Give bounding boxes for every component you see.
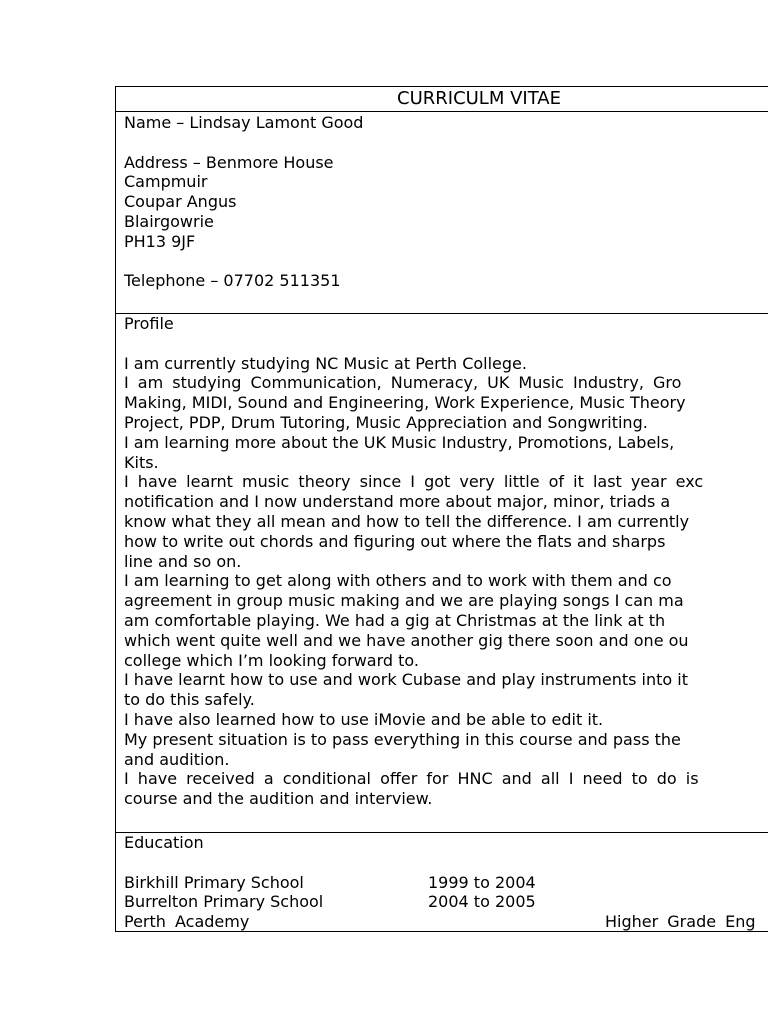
profile-line: I am studying Communication, Numeracy, UK Music Industry, Gro (124, 373, 682, 393)
school-years: 1999 to 2004 (428, 872, 536, 892)
spacer (124, 334, 768, 354)
profile-line: line and so on. (124, 551, 242, 571)
profile-line: I have learnt music theory since I got very little of it last year exc (124, 472, 704, 492)
profile-line: Kits. (124, 452, 159, 472)
profile-line: I have learnt how to use and work Cubase and play instruments into it (124, 670, 689, 690)
education-heading: Education (124, 833, 204, 852)
address-line: Address – Benmore House (124, 152, 334, 172)
education-row (124, 873, 768, 893)
document-title: CURRICULM VITAE (116, 87, 768, 112)
profile-line: and audition. (124, 749, 230, 769)
spacer (124, 133, 768, 153)
profile-line: know what they all mean and how to tell the difference. I am currently (124, 511, 690, 531)
telephone-line: Telephone – 07702 511351 (124, 271, 341, 291)
profile-line: My present situation is to pass everything in this course and pass the (124, 729, 681, 749)
profile-line: I am learning more about the UK Music Industry, Promotions, Labels, (124, 432, 675, 452)
education-section (116, 833, 768, 931)
profile-line: Making, MIDI, Sound and Engineering, Work Experience, Music Theory (124, 393, 686, 413)
profile-line: I am learning to get along with others and to work with them and co (124, 571, 672, 591)
profile-line: which went quite well and we have another gig there soon and one ou (124, 630, 689, 650)
personal-details-section (116, 112, 768, 314)
profile-line: college which I’m looking forward to. (124, 650, 419, 670)
profile-line: notification and I now understand more about major, minor, triads a (124, 492, 671, 512)
education-row (124, 892, 768, 912)
address-line: Blairgowrie (124, 211, 214, 231)
profile-line: Project, PDP, Drum Tutoring, Music Appreciation and Songwriting. (124, 412, 648, 432)
profile-line: am comfortable playing. We had a gig at Christmas at the link at th (124, 610, 666, 630)
address-line: Campmuir (124, 172, 208, 192)
school-name: Birkhill Primary School (124, 872, 304, 892)
profile-line: agreement in group music making and we are playing songs I can ma (124, 591, 684, 611)
school-name: Burrelton Primary School (124, 892, 324, 912)
profile-line: how to write out chords and figuring out where the flats and sharps (124, 531, 666, 551)
profile-line: I have also learned how to use iMovie and be able to edit it. (124, 709, 604, 729)
address-line: Coupar Angus (124, 192, 237, 212)
postcode-line: PH13 9JF (124, 231, 196, 251)
profile-section (116, 314, 768, 833)
spacer (124, 853, 768, 873)
school-name: Perth Academy (124, 912, 250, 932)
profile-line: I have received a conditional offer for HNC and all I need to do is (124, 769, 699, 789)
name-line: Name – Lindsay Lamont Good (124, 113, 364, 132)
spacer (124, 252, 768, 272)
profile-line: to do this safely. (124, 690, 255, 710)
qualification-note: Higher Grade Eng (605, 912, 756, 932)
profile-heading: Profile (124, 314, 174, 333)
education-row (124, 912, 768, 932)
profile-line: course and the audition and interview. (124, 789, 433, 809)
profile-line: I am currently studying NC Music at Perth College. (124, 353, 527, 373)
school-years: 2004 to 2005 (428, 892, 536, 912)
cv-table (115, 86, 768, 932)
